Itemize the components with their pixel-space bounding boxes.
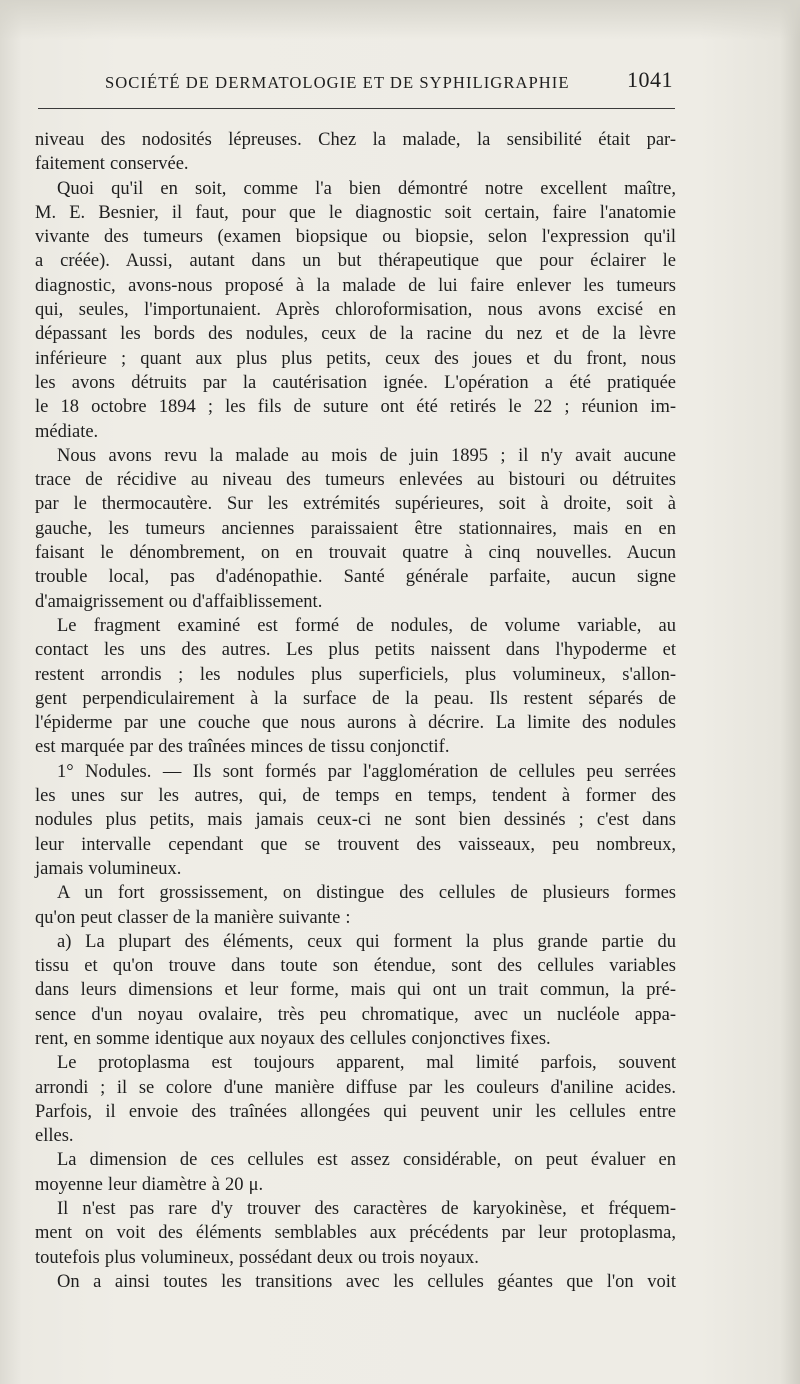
text-line: ment on voit des éléments semblables aux précédents par leur protoplasma, (35, 1223, 676, 1244)
text-line: La dimension de ces cellules est assez considérable, on peut évaluer en (57, 1150, 676, 1171)
text-line: qu'on peut classer de la manière suivante : (35, 907, 351, 928)
text-line: diagnostic, avons-nous proposé à la malade de lui faire enlever les tumeurs (35, 275, 676, 296)
page-header (37, 66, 675, 100)
text-line: 1° Nodules. — Ils sont formés par l'agglomération de cellules peu serrées (57, 761, 676, 782)
text-line: médiate. (35, 421, 99, 442)
text-line: a créée). Aussi, autant dans un but thérapeutique que pour éclairer le (35, 251, 676, 272)
text-line: vivante des tumeurs (examen biopsique ou biopsie, selon l'expression qu'il (35, 227, 676, 248)
text-line: l'épiderme par une couche que nous aurons à décrire. La limite des nodules (35, 713, 676, 734)
text-line: a) La plupart des éléments, ceux qui forment la plus grande partie du (57, 931, 676, 952)
text-line: restent arrondis ; les nodules plus superficiels, plus volumineux, s'allon- (35, 664, 676, 685)
page-number: 1041 (627, 67, 673, 92)
header-rule (38, 108, 675, 109)
text-line: tissu et qu'on trouve dans toute son étendue, sont des cellules variables (35, 956, 676, 977)
text-line: Parfois, il envoie des traînées allongées qui peuvent unir les cellules entre (35, 1101, 676, 1122)
running-head: SOCIÉTÉ DE DERMATOLOGIE ET DE SYPHILIGRAPHIE (105, 73, 570, 92)
text-line: inférieure ; quant aux plus plus petits, ceux des joues et du front, nous (35, 348, 676, 369)
text-line: qui, seules, l'importunaient. Après chloroformisation, nous avons excisé en (35, 300, 676, 321)
text-line: dépassant les bords des nodules, ceux de la racine du nez et de la lèvre (35, 324, 676, 345)
text-line: leur intervalle cependant que se trouvent des vaisseaux, peu nombreux, (35, 834, 676, 855)
text-line: les avons détruits par la cautérisation ignée. L'opération a été pratiquée (35, 372, 676, 393)
body-text (35, 128, 676, 1294)
text-line: trouble local, pas d'adénopathie. Santé générale parfaite, aucun signe (35, 567, 676, 588)
text-line: On a ainsi toutes les transitions avec les cellules géantes que l'on voit (57, 1271, 676, 1292)
text-line: trace de récidive au niveau des tumeurs enlevées au bistouri ou détruites (35, 470, 676, 491)
text-line: faisant le dénombrement, on en trouvait quatre à cinq nouvelles. Aucun (35, 543, 676, 564)
text-line: gent perpendiculairement à la surface de la peau. Ils restent séparés de (35, 688, 676, 709)
text-line: gauche, les tumeurs anciennes paraissaient être stationnaires, mais en en (35, 518, 676, 539)
text-line: faitement conservée. (35, 154, 189, 175)
text-line: sence d'un noyau ovalaire, très peu chromatique, avec un nucléole appa- (35, 1004, 676, 1025)
text-line: est marquée par des traînées minces de tissu conjonctif. (35, 737, 450, 758)
text-line: Quoi qu'il en soit, comme l'a bien démontré notre excellent maître, (57, 178, 676, 199)
text-line: les unes sur les autres, qui, de temps en temps, tendent à former des (35, 786, 676, 807)
text-line: Nous avons revu la malade au mois de juin 1895 ; il n'y avait aucune (57, 445, 676, 466)
text-line: Le protoplasma est toujours apparent, mal limité parfois, souvent (57, 1053, 676, 1074)
text-line: rent, en somme identique aux noyaux des cellules conjonctives fixes. (35, 1028, 551, 1049)
text-line: dans leurs dimensions et leur forme, mais qui ont un trait commun, la pré- (35, 980, 676, 1001)
text-line: moyenne leur diamètre à 20 μ. (35, 1174, 264, 1195)
text-line: elles. (35, 1126, 74, 1147)
text-line: toutefois plus volumineux, possédant deux ou trois noyaux. (35, 1247, 479, 1268)
text-line: d'amaigrissement ou d'affaiblissement. (35, 591, 323, 612)
text-line: Le fragment examiné est formé de nodules, de volume variable, au (57, 615, 676, 636)
text-line: A un fort grossissement, on distingue des cellules de plusieurs formes (57, 883, 676, 904)
text-line: niveau des nodosités lépreuses. Chez la malade, la sensibilité était par- (35, 130, 676, 150)
text-line: Il n'est pas rare d'y trouver des caractères de karyokinèse, et fréquem- (57, 1199, 676, 1220)
text-line: arrondi ; il se colore d'une manière diffuse par les couleurs d'aniline acides. (35, 1077, 676, 1098)
text-line: jamais volumineux. (35, 858, 182, 879)
text-line: nodules plus petits, mais jamais ceux-ci ne sont bien dessinés ; c'est dans (35, 810, 676, 831)
text-line: M. E. Besnier, il faut, pour que le diagnostic soit certain, faire l'anatomie (35, 202, 676, 223)
text-line: par le thermocautère. Sur les extrémités supérieures, soit à droite, soit à (35, 494, 676, 515)
text-line: contact les uns des autres. Les plus petits naissent dans l'hypoderme et (35, 640, 676, 661)
text-line: le 18 octobre 1894 ; les fils de suture ont été retirés le 22 ; réunion im- (35, 397, 676, 418)
